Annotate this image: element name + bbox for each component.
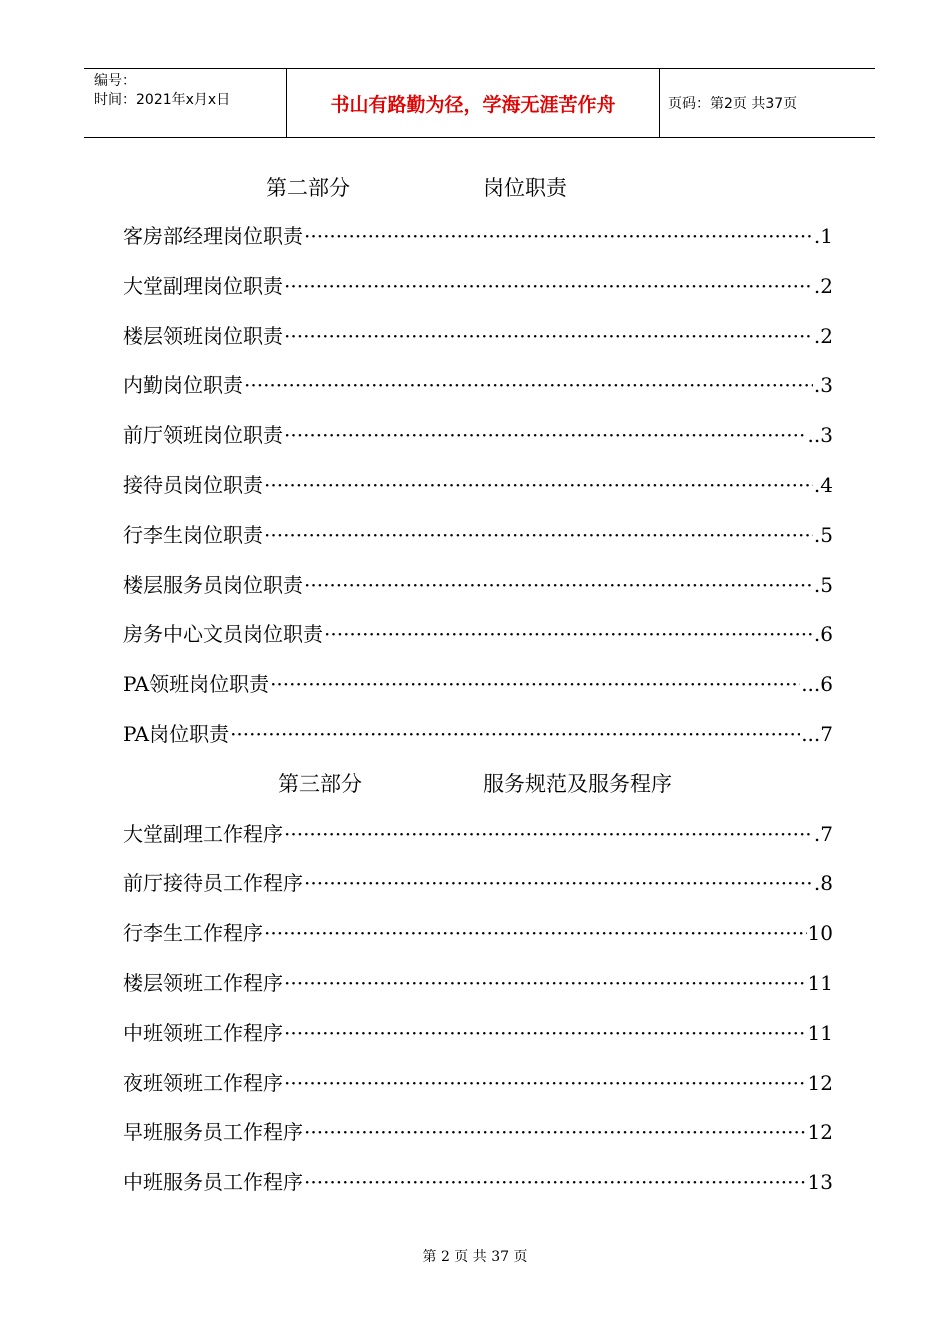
toc-page: 12 xyxy=(807,1070,833,1095)
toc-page: 11 xyxy=(807,970,833,995)
toc-leader xyxy=(304,1168,807,1196)
toc-leader xyxy=(324,620,813,648)
toc-label: 接待员岗位职责 xyxy=(123,472,263,497)
section-heading-2 xyxy=(0,172,950,202)
section-spacer xyxy=(123,770,833,820)
section-name: 岗位职责 xyxy=(483,176,567,200)
toc-entry[interactable] xyxy=(123,919,833,969)
toc-page: .6 xyxy=(813,622,833,647)
toc-label: 大堂副理工作程序 xyxy=(123,821,283,846)
toc-label: 中班领班工作程序 xyxy=(123,1020,283,1045)
toc-leader xyxy=(230,720,800,748)
number-label: 编号： xyxy=(94,73,136,89)
toc-page: .3 xyxy=(813,373,833,398)
toc-leader xyxy=(264,521,813,549)
table-of-contents xyxy=(123,222,833,1218)
toc-label: 中班服务员工作程序 xyxy=(123,1170,303,1195)
toc-entry[interactable] xyxy=(123,571,833,621)
toc-page: .8 xyxy=(813,871,833,896)
toc-entry[interactable] xyxy=(123,1118,833,1168)
toc-page: ..3 xyxy=(807,423,833,448)
section-part: 第三部分 xyxy=(278,772,362,796)
toc-label: 楼层领班岗位职责 xyxy=(123,323,283,348)
toc-leader xyxy=(244,371,813,399)
toc-entry[interactable] xyxy=(123,322,833,372)
toc-entry[interactable] xyxy=(123,670,833,720)
toc-entry[interactable] xyxy=(123,421,833,471)
toc-label: 早班服务员工作程序 xyxy=(123,1120,303,1145)
toc-entry[interactable] xyxy=(123,371,833,421)
toc-leader xyxy=(304,869,813,897)
toc-label: 楼层服务员岗位职责 xyxy=(123,572,303,597)
toc-page: 11 xyxy=(807,1020,833,1045)
toc-page: .2 xyxy=(813,323,833,348)
toc-entry[interactable] xyxy=(123,1019,833,1069)
header-page-label: 页码：第2页 共37页 xyxy=(668,96,798,112)
toc-leader xyxy=(264,919,807,947)
toc-leader xyxy=(284,1069,807,1097)
toc-entry[interactable] xyxy=(123,820,833,870)
toc-leader xyxy=(270,670,800,698)
toc-label: 楼层领班工作程序 xyxy=(123,970,283,995)
toc-leader xyxy=(304,1118,807,1146)
toc-leader xyxy=(304,222,813,250)
toc-page: .5 xyxy=(813,522,833,547)
toc-label: 夜班领班工作程序 xyxy=(123,1070,283,1095)
toc-page: ...6 xyxy=(801,672,833,697)
toc-entry[interactable] xyxy=(123,969,833,1019)
page-header xyxy=(84,68,875,138)
toc-label: 大堂副理岗位职责 xyxy=(123,273,283,298)
toc-page: 10 xyxy=(807,921,833,946)
toc-page: 13 xyxy=(807,1170,833,1195)
time-label: 时间：2021年x月x日 xyxy=(94,92,231,108)
toc-page: 12 xyxy=(807,1120,833,1145)
toc-page: .4 xyxy=(813,472,833,497)
toc-leader xyxy=(284,421,807,449)
toc-entry[interactable] xyxy=(123,521,833,571)
toc-leader xyxy=(264,471,813,499)
toc-label: 行李生岗位职责 xyxy=(123,522,263,547)
toc-label: 内勤岗位职责 xyxy=(123,373,243,398)
toc-leader xyxy=(284,969,807,997)
toc-label: 行李生工作程序 xyxy=(123,921,263,946)
toc-entry[interactable] xyxy=(123,1168,833,1218)
toc-entry[interactable] xyxy=(123,222,833,272)
toc-leader xyxy=(284,1019,807,1047)
toc-label: 房务中心文员岗位职责 xyxy=(123,622,323,647)
page-footer: 第 2 页 共 37 页 xyxy=(422,1249,528,1265)
toc-page: .5 xyxy=(813,572,833,597)
toc-page: .2 xyxy=(813,273,833,298)
toc-page: .1 xyxy=(813,224,833,248)
toc-leader xyxy=(284,322,813,350)
toc-entry[interactable] xyxy=(123,620,833,670)
toc-leader xyxy=(284,820,813,848)
section-part: 第二部分 xyxy=(266,176,350,200)
toc-entry[interactable] xyxy=(123,720,833,770)
toc-entry[interactable] xyxy=(123,471,833,521)
header-meta xyxy=(84,69,286,137)
toc-label: PA岗位职责 xyxy=(123,721,230,746)
toc-leader xyxy=(304,571,813,599)
header-motto: 书山有路勤为径，学海无涯苦作舟 xyxy=(286,69,660,137)
toc-entry[interactable] xyxy=(123,869,833,919)
toc-entry[interactable] xyxy=(123,272,833,322)
section-name: 服务规范及服务程序 xyxy=(483,772,672,796)
toc-label: 前厅领班岗位职责 xyxy=(123,423,283,448)
toc-leader xyxy=(284,272,813,300)
toc-label: 客房部经理岗位职责 xyxy=(123,224,303,248)
toc-page: ...7 xyxy=(801,721,833,746)
toc-entry[interactable] xyxy=(123,1069,833,1119)
toc-label: 前厅接待员工作程序 xyxy=(123,871,303,896)
toc-page: .7 xyxy=(813,821,833,846)
toc-label: PA领班岗位职责 xyxy=(123,672,270,697)
